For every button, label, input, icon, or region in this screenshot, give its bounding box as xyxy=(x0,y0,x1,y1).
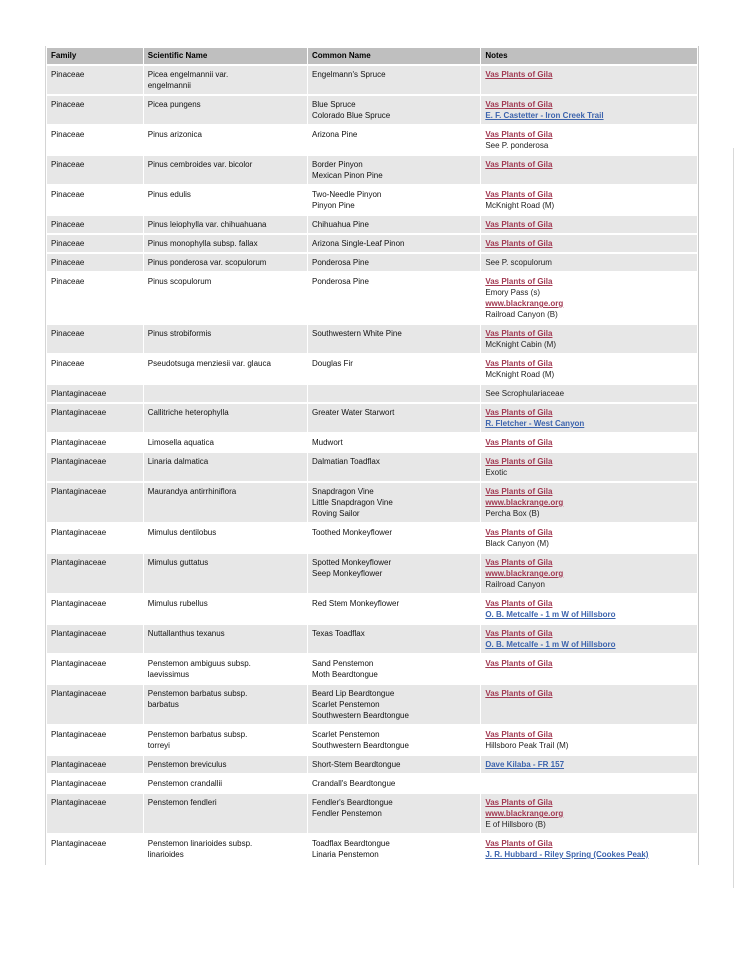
plants-of-gila-link[interactable]: Vas Plants of Gila xyxy=(485,528,553,537)
common-name-cell-line: Toothed Monkeyflower xyxy=(311,528,393,537)
table-row xyxy=(47,216,697,233)
common-name-cell-line: Beard Lip Beardtongue xyxy=(311,689,395,698)
notes-cell xyxy=(481,595,697,623)
plants-of-gila-link[interactable]: Vas Plants of Gila xyxy=(485,160,553,169)
common-name-cell-line: Chihuahua Pine xyxy=(311,220,369,229)
scientific-name-cell-line: linarioides xyxy=(147,850,184,859)
table-row xyxy=(47,325,697,353)
table-row xyxy=(47,794,697,833)
plants-of-gila-link[interactable]: Vas Plants of Gila xyxy=(485,408,553,417)
scientific-name-cell xyxy=(144,756,307,773)
scientific-name-cell-line: Pinus monophylla subsp. fallax xyxy=(147,239,258,248)
common-name-cell xyxy=(308,595,480,623)
notes-cell xyxy=(481,254,697,271)
family-cell: Plantaginaceae xyxy=(47,404,143,432)
plant-checklist-table xyxy=(46,46,698,865)
scientific-name-cell xyxy=(144,254,307,271)
scientific-name-cell xyxy=(144,186,307,214)
notes-cell xyxy=(481,66,697,94)
family-cell: Pinaceae xyxy=(47,186,143,214)
table-row xyxy=(47,524,697,552)
note-text: Hillsboro Peak Trail (M) xyxy=(485,741,569,750)
plants-of-gila-link[interactable]: Vas Plants of Gila xyxy=(485,190,553,199)
family-cell: Plantaginaceae xyxy=(47,685,143,724)
scientific-name-cell xyxy=(144,483,307,522)
scientific-name-cell xyxy=(144,835,307,863)
scientific-name-cell-line: Picea engelmannii var. xyxy=(147,70,229,79)
common-name-cell xyxy=(308,156,480,184)
scientific-name-cell-line: torreyi xyxy=(147,741,170,750)
collector-location-link[interactable]: J. R. Hubbard - Riley Spring (Cookes Peak) xyxy=(485,850,649,859)
plants-of-gila-link[interactable]: Vas Plants of Gila xyxy=(485,730,553,739)
common-name-cell xyxy=(308,835,480,863)
scientific-name-cell-line: laevissimus xyxy=(147,670,190,679)
scientific-name-cell-line: Mimulus dentilobus xyxy=(147,528,217,537)
plants-of-gila-link[interactable]: Vas Plants of Gila xyxy=(485,130,553,139)
scientific-name-cell-line: Pinus arizonica xyxy=(147,130,202,139)
table-row xyxy=(47,595,697,623)
common-name-cell-line: Scarlet Penstemon xyxy=(311,700,380,709)
notes-cell xyxy=(481,453,697,481)
scientific-name-cell-line: Penstemon fendleri xyxy=(147,798,217,807)
common-name-cell xyxy=(308,273,480,323)
notes-cell xyxy=(481,726,697,754)
table-row xyxy=(47,726,697,754)
notes-cell xyxy=(481,625,697,653)
common-name-cell-line: Two-Needle Pinyon xyxy=(311,190,382,199)
common-name-cell-line: Arizona Single-Leaf Pinon xyxy=(311,239,405,248)
notes-cell xyxy=(481,235,697,252)
family-cell: Pinaceae xyxy=(47,66,143,94)
common-name-cell-line: Fendler's Beardtongue xyxy=(311,798,393,807)
common-name-cell-line: Linaria Penstemon xyxy=(311,850,379,859)
plants-of-gila-link[interactable]: Vas Plants of Gila xyxy=(485,599,553,608)
scientific-name-cell-line: Penstemon linarioides subsp. xyxy=(147,839,253,848)
common-name-cell xyxy=(308,434,480,451)
scientific-name-cell xyxy=(144,216,307,233)
col-header-scientific-name: Scientific Name xyxy=(144,48,307,64)
plants-of-gila-link[interactable]: Vas Plants of Gila xyxy=(485,220,553,229)
family-cell: Plantaginaceae xyxy=(47,756,143,773)
family-cell: Pinaceae xyxy=(47,273,143,323)
plants-of-gila-link[interactable]: Vas Plants of Gila xyxy=(485,359,553,368)
notes-cell xyxy=(481,756,697,773)
table-header-row xyxy=(47,48,697,64)
plants-of-gila-link[interactable]: Vas Plants of Gila xyxy=(485,659,553,668)
table-row xyxy=(47,254,697,271)
collector-location-link[interactable]: E. F. Castetter - Iron Creek Trail xyxy=(485,111,604,120)
scientific-name-cell-line: Pinus leiophylla var. chihuahuana xyxy=(147,220,267,229)
table-row xyxy=(47,775,697,792)
scientific-name-cell xyxy=(144,66,307,94)
table-row xyxy=(47,385,697,402)
scientific-name-cell xyxy=(144,524,307,552)
table-row xyxy=(47,625,697,653)
table-row xyxy=(47,96,697,124)
common-name-cell xyxy=(308,385,480,402)
family-cell: Pinaceae xyxy=(47,235,143,252)
family-cell: Pinaceae xyxy=(47,325,143,353)
note-text: See P. scopulorum xyxy=(485,258,552,267)
note-text: Percha Box (B) xyxy=(485,509,540,518)
table-row xyxy=(47,685,697,724)
table-row xyxy=(47,434,697,451)
common-name-cell xyxy=(308,756,480,773)
table-row xyxy=(47,126,697,154)
scientific-name-cell-line: Penstemon barbatus subsp. xyxy=(147,689,248,698)
scientific-name-cell xyxy=(144,434,307,451)
plants-of-gila-link[interactable]: Vas Plants of Gila xyxy=(485,329,553,338)
common-name-cell xyxy=(308,794,480,833)
note-text: See P. ponderosa xyxy=(485,141,549,150)
table-row xyxy=(47,156,697,184)
scientific-name-cell xyxy=(144,595,307,623)
common-name-cell xyxy=(308,404,480,432)
notes-cell xyxy=(481,483,697,522)
notes-cell xyxy=(481,434,697,451)
common-name-cell xyxy=(308,235,480,252)
website-link[interactable]: www.blackrange.org xyxy=(485,569,564,578)
common-name-cell-line: Mexican Pinon Pine xyxy=(311,171,383,180)
family-cell: Pinaceae xyxy=(47,96,143,124)
common-name-cell-line: Texas Toadflax xyxy=(311,629,365,638)
col-header-family: Family xyxy=(47,48,143,64)
common-name-cell xyxy=(308,254,480,271)
note-text: McKnight Road (M) xyxy=(485,370,555,379)
family-cell: Plantaginaceae xyxy=(47,524,143,552)
table-row xyxy=(47,66,697,94)
family-cell: Plantaginaceae xyxy=(47,835,143,863)
common-name-cell xyxy=(308,625,480,653)
note-text: Railroad Canyon xyxy=(485,580,545,589)
common-name-cell-line: Moth Beardtongue xyxy=(311,670,378,679)
common-name-cell xyxy=(308,66,480,94)
scientific-name-cell xyxy=(144,404,307,432)
note-text: See Scrophulariaceae xyxy=(485,389,565,398)
table-row xyxy=(47,655,697,683)
scientific-name-cell xyxy=(144,554,307,593)
scientific-name-cell xyxy=(144,355,307,383)
common-name-cell-line: Ponderosa Pine xyxy=(311,258,369,267)
common-name-cell-line: Snapdragon Vine xyxy=(311,487,374,496)
scientific-name-cell-line: Maurandya antirrhiniflora xyxy=(147,487,237,496)
common-name-cell-line: Southwestern Beardtongue xyxy=(311,711,409,720)
notes-cell xyxy=(481,216,697,233)
notes-cell xyxy=(481,186,697,214)
scientific-name-cell xyxy=(144,235,307,252)
common-name-cell-line: Southwestern White Pine xyxy=(311,329,402,338)
common-name-cell xyxy=(308,685,480,724)
common-name-cell-line: Arizona Pine xyxy=(311,130,358,139)
common-name-cell xyxy=(308,554,480,593)
table-row xyxy=(47,355,697,383)
family-cell: Pinaceae xyxy=(47,156,143,184)
plants-of-gila-link[interactable]: Vas Plants of Gila xyxy=(485,487,553,496)
plants-of-gila-link[interactable]: Vas Plants of Gila xyxy=(485,100,553,109)
scientific-name-cell xyxy=(144,325,307,353)
common-name-cell-line: Toadflax Beardtongue xyxy=(311,839,390,848)
common-name-cell-line: Short-Stem Beardtongue xyxy=(311,760,401,769)
scientific-name-cell-line: Penstemon breviculus xyxy=(147,760,227,769)
plants-of-gila-link[interactable]: Vas Plants of Gila xyxy=(485,558,553,567)
common-name-cell-line: Sand Penstemon xyxy=(311,659,374,668)
col-header-notes: Notes xyxy=(481,48,697,64)
collector-location-link[interactable]: Dave Kilaba - FR 157 xyxy=(485,760,565,769)
common-name-cell-line: Pinyon Pine xyxy=(311,201,355,210)
scientific-name-cell-line: Pinus ponderosa var. scopulorum xyxy=(147,258,267,267)
scientific-name-cell-line: Pinus cembroides var. bicolor xyxy=(147,160,253,169)
scientific-name-cell xyxy=(144,794,307,833)
common-name-cell-line: Ponderosa Pine xyxy=(311,277,369,286)
note-text: Railroad Canyon (B) xyxy=(485,310,558,319)
scientific-name-cell-line: Mimulus rubellus xyxy=(147,599,208,608)
common-name-cell xyxy=(308,216,480,233)
plants-of-gila-link[interactable]: Vas Plants of Gila xyxy=(485,629,553,638)
table-row xyxy=(47,835,697,863)
scientific-name-cell xyxy=(144,453,307,481)
notes-cell xyxy=(481,835,697,863)
notes-cell xyxy=(481,404,697,432)
website-link[interactable]: www.blackrange.org xyxy=(485,299,564,308)
common-name-cell-line: Douglas Fir xyxy=(311,359,353,368)
note-text: E of Hillsboro (B) xyxy=(485,820,546,829)
scientific-name-cell-line: Nuttallanthus texanus xyxy=(147,629,225,638)
scientific-name-cell xyxy=(144,655,307,683)
website-link[interactable]: www.blackrange.org xyxy=(485,498,564,507)
family-cell: Plantaginaceae xyxy=(47,775,143,792)
table-row xyxy=(47,273,697,323)
family-cell: Pinaceae xyxy=(47,254,143,271)
notes-cell xyxy=(481,355,697,383)
notes-cell xyxy=(481,655,697,683)
scientific-name-cell xyxy=(144,385,307,402)
website-link[interactable]: www.blackrange.org xyxy=(485,809,564,818)
scientific-name-cell xyxy=(144,126,307,154)
notes-cell xyxy=(481,325,697,353)
scientific-name-cell-line: Pinus edulis xyxy=(147,190,191,199)
plants-of-gila-link[interactable]: Vas Plants of Gila xyxy=(485,239,553,248)
notes-cell xyxy=(481,554,697,593)
notes-cell xyxy=(481,794,697,833)
scientific-name-cell-line: engelmannii xyxy=(147,81,191,90)
scientific-name-cell xyxy=(144,96,307,124)
scientific-name-cell-line: Limosella aquatica xyxy=(147,438,214,447)
scientific-name-cell-line: Pinus scopulorum xyxy=(147,277,212,286)
common-name-cell-line: Colorado Blue Spruce xyxy=(311,111,391,120)
table-row xyxy=(47,404,697,432)
plants-of-gila-link[interactable]: Vas Plants of Gila xyxy=(485,839,553,848)
family-cell: Plantaginaceae xyxy=(47,625,143,653)
collector-location-link[interactable]: O. B. Metcalfe - 1 m W of Hillsboro xyxy=(485,640,616,649)
common-name-cell xyxy=(308,655,480,683)
common-name-cell-line: Southwestern Beardtongue xyxy=(311,741,409,750)
common-name-cell xyxy=(308,524,480,552)
common-name-cell-line: Crandall's Beardtongue xyxy=(311,779,396,788)
common-name-cell-line: Greater Water Starwort xyxy=(311,408,395,417)
common-name-cell-line: Blue Spruce xyxy=(311,100,356,109)
common-name-cell xyxy=(308,726,480,754)
table-row xyxy=(47,186,697,214)
family-cell: Plantaginaceae xyxy=(47,434,143,451)
scientific-name-cell xyxy=(144,685,307,724)
table-row xyxy=(47,483,697,522)
common-name-cell-line: Dalmatian Toadflax xyxy=(311,457,380,466)
scientific-name-cell-line: Picea pungens xyxy=(147,100,201,109)
plants-of-gila-link[interactable]: Vas Plants of Gila xyxy=(485,70,553,79)
notes-cell xyxy=(481,273,697,323)
notes-cell xyxy=(481,524,697,552)
family-cell: Plantaginaceae xyxy=(47,483,143,522)
scientific-name-cell xyxy=(144,156,307,184)
common-name-cell xyxy=(308,126,480,154)
scientific-name-cell-line: barbatus xyxy=(147,700,179,709)
table-row xyxy=(47,235,697,252)
scientific-name-cell xyxy=(144,775,307,792)
common-name-cell-line: Fendler Penstemon xyxy=(311,809,382,818)
common-name-cell-line: Engelmann's Spruce xyxy=(311,70,386,79)
col-header-common-name: Common Name xyxy=(308,48,480,64)
scientific-name-cell xyxy=(144,625,307,653)
common-name-cell xyxy=(308,483,480,522)
common-name-cell-line: Seep Monkeyflower xyxy=(311,569,383,578)
plants-of-gila-link[interactable]: Vas Plants of Gila xyxy=(485,798,553,807)
family-cell: Plantaginaceae xyxy=(47,726,143,754)
notes-cell xyxy=(481,775,697,792)
plants-of-gila-link[interactable]: Vas Plants of Gila xyxy=(485,277,553,286)
note-text: Exotic xyxy=(485,468,508,477)
notes-cell xyxy=(481,156,697,184)
note-text: McKnight Cabin (M) xyxy=(485,340,556,349)
common-name-cell xyxy=(308,325,480,353)
scientific-name-cell-line: Callitriche heterophylla xyxy=(147,408,229,417)
scientific-name-cell-line: Penstemon crandallii xyxy=(147,779,222,788)
common-name-cell-line: Roving Sailor xyxy=(311,509,360,518)
scientific-name-cell xyxy=(144,273,307,323)
family-cell: Plantaginaceae xyxy=(47,453,143,481)
common-name-cell-line: Red Stem Monkeyflower xyxy=(311,599,400,608)
plants-of-gila-link[interactable]: Vas Plants of Gila xyxy=(485,689,553,698)
scientific-name-cell xyxy=(144,726,307,754)
family-cell: Pinaceae xyxy=(47,216,143,233)
family-cell: Plantaginaceae xyxy=(47,385,143,402)
common-name-cell xyxy=(308,355,480,383)
family-cell: Plantaginaceae xyxy=(47,655,143,683)
scientific-name-cell-line: Mimulus guttatus xyxy=(147,558,209,567)
scientific-name-cell-line: Pinus strobiformis xyxy=(147,329,212,338)
plants-of-gila-link[interactable]: Vas Plants of Gila xyxy=(485,457,553,466)
common-name-cell-line: Scarlet Penstemon xyxy=(311,730,380,739)
common-name-cell xyxy=(308,96,480,124)
common-name-cell xyxy=(308,775,480,792)
common-name-cell-line: Little Snapdragon Vine xyxy=(311,498,393,507)
notes-cell xyxy=(481,96,697,124)
family-cell: Plantaginaceae xyxy=(47,794,143,833)
plant-table-body xyxy=(47,66,697,863)
family-cell: Plantaginaceae xyxy=(47,595,143,623)
plant-checklist-table-container xyxy=(45,46,699,865)
table-row xyxy=(47,453,697,481)
collector-location-link[interactable]: O. B. Metcalfe - 1 m W of Hillsboro xyxy=(485,610,616,619)
scientific-name-cell-line: Pseudotsuga menziesii var. glauca xyxy=(147,359,271,368)
family-cell: Plantaginaceae xyxy=(47,554,143,593)
collector-location-link[interactable]: R. Fletcher - West Canyon xyxy=(485,419,585,428)
note-text: Black Canyon (M) xyxy=(485,539,549,548)
scientific-name-cell-line: Penstemon barbatus subsp. xyxy=(147,730,248,739)
common-name-cell-line: Border Pinyon xyxy=(311,160,363,169)
plants-of-gila-link[interactable]: Vas Plants of Gila xyxy=(485,438,553,447)
common-name-cell xyxy=(308,453,480,481)
table-row xyxy=(47,554,697,593)
scientific-name-cell-line: Linaria dalmatica xyxy=(147,457,209,466)
family-cell: Pinaceae xyxy=(47,126,143,154)
family-cell: Pinaceae xyxy=(47,355,143,383)
notes-cell xyxy=(481,385,697,402)
notes-cell xyxy=(481,685,697,724)
note-text: Emory Pass (s) xyxy=(485,288,540,297)
note-text: McKnight Road (M) xyxy=(485,201,555,210)
common-name-cell-line: Mudwort xyxy=(311,438,343,447)
common-name-cell xyxy=(308,186,480,214)
scientific-name-cell-line: Penstemon ambiguus subsp. xyxy=(147,659,251,668)
page-right-border xyxy=(733,148,734,888)
notes-cell xyxy=(481,126,697,154)
table-row xyxy=(47,756,697,773)
common-name-cell-line: Spotted Monkeyflower xyxy=(311,558,392,567)
